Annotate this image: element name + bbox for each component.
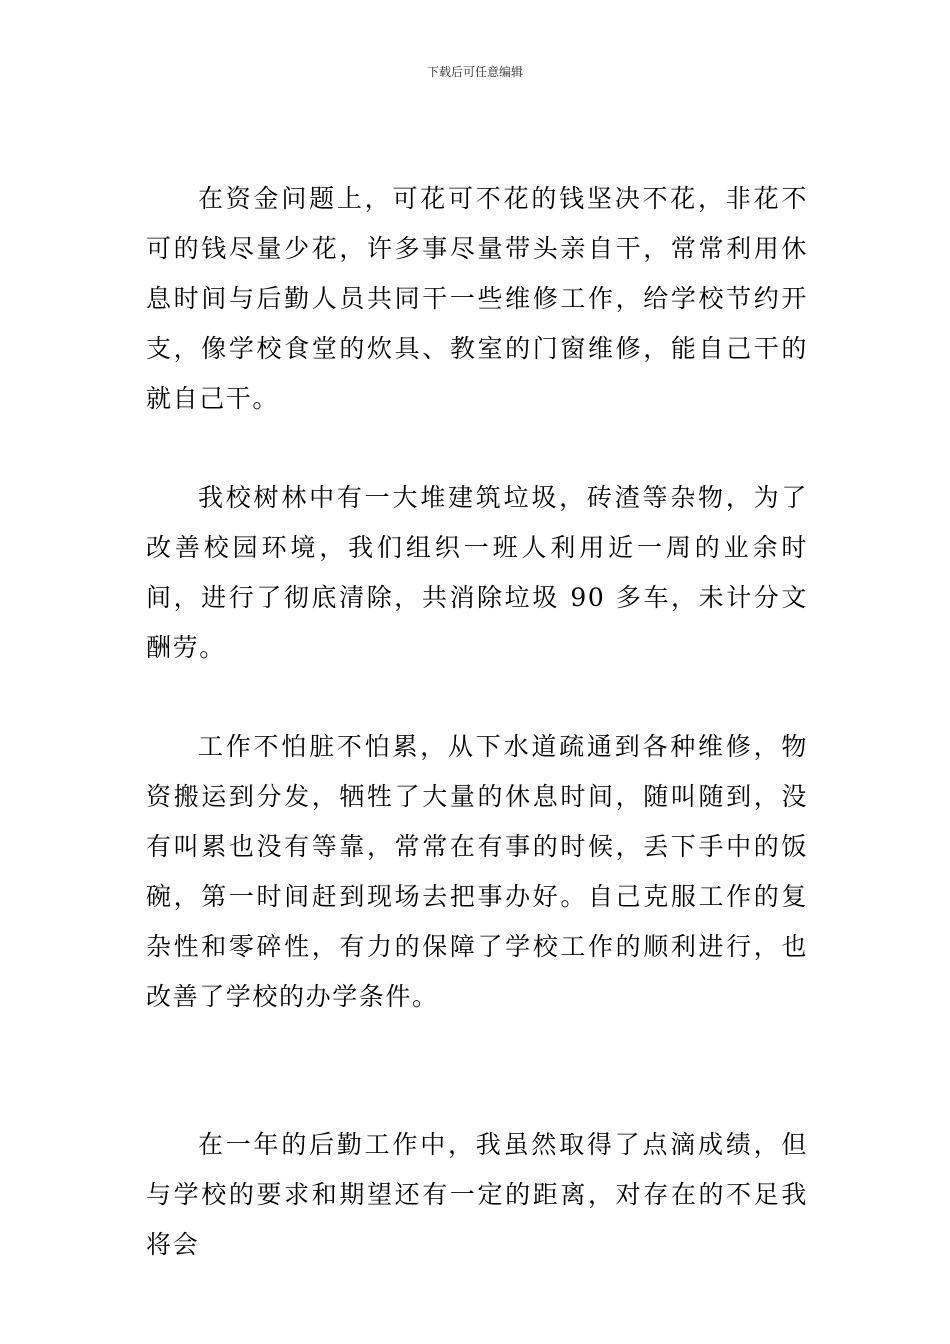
body-paragraph-3: 工作不怕脏不怕累，从下水道疏通到各种维修，物资搬运到分发，牺牲了大量的休息时间，随叫随到，没有叫累也没有等靠，常常在有事的时候，丢下手中的饭碗，第一时间赶到现场去把事办好。自己克服工作的复杂性和零碎性，有力的保障了学校工作的顺利进行，也改善了学校的办学条件。 [146,732,808,1011]
page-header-note: 下载后可任意编辑 [426,65,523,79]
body-paragraph-2: 我校树林中有一大堆建筑垃圾，砖渣等杂物，为了改善校园环境，我们组织一班人利用近一周的业余时间，进行了彻底清除，共消除垃圾 90 多车，未计分文酬劳。 [146,483,808,662]
body-paragraph-1: 在资金问题上，可花可不花的钱坚决不花，非花不可的钱尽量少花，许多事尽量带头亲自干，常常利用休息时间与后勤人员共同干一些维修工作，给学校节约开支，像学校食堂的炊具、教室的门窗维修，能自己干的就自己干。 [146,184,808,413]
body-paragraph-4: 在一年的后勤工作中，我虽然取得了点滴成绩，但与学校的要求和期望还有一定的距离，对存在的不足我将会 [146,1130,808,1259]
